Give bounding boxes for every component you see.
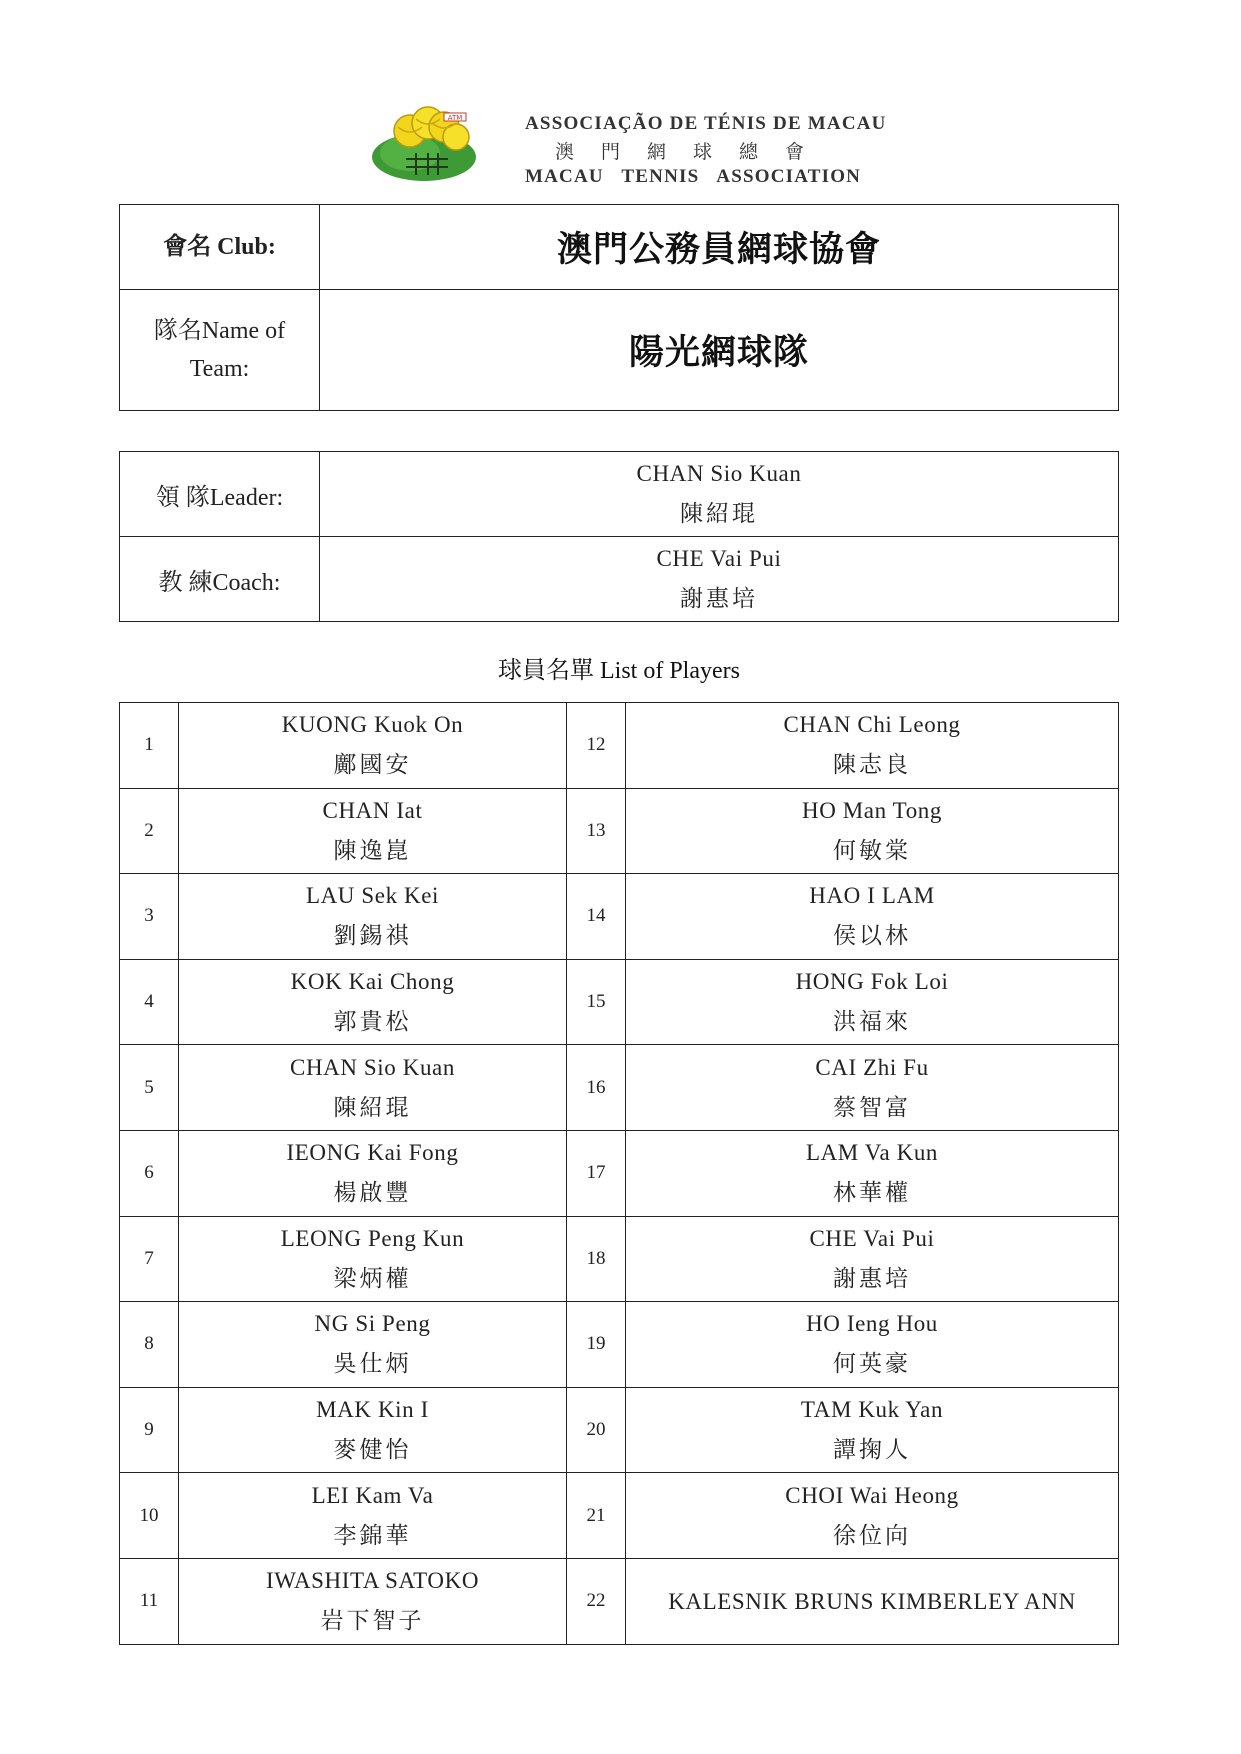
player-name-cell bbox=[179, 874, 567, 960]
player-name-english: TAM Kuk Yan bbox=[800, 1397, 944, 1423]
player-number: 13 bbox=[567, 788, 626, 874]
player-name-cell bbox=[179, 1130, 567, 1216]
player-name-cell bbox=[179, 1558, 567, 1644]
org-name-portuguese: ASSOCIAÇÃO DE TÉNIS DE MACAU bbox=[525, 113, 887, 134]
player-number: 16 bbox=[567, 1045, 626, 1131]
player-name-chinese: 林華權 bbox=[833, 1180, 911, 1207]
logo-abbreviation: ATM bbox=[447, 114, 463, 122]
org-name-chinese: 澳門網球總會 bbox=[555, 141, 832, 163]
player-name-chinese: 侯以林 bbox=[833, 923, 911, 950]
players-list-title: 球員名單 List of Players bbox=[498, 658, 740, 684]
player-name-chinese: 蔡智富 bbox=[833, 1094, 911, 1121]
player-name-english: KUONG Kuok On bbox=[281, 712, 464, 738]
player-name-english: IWASHITA SATOKO bbox=[265, 1568, 480, 1594]
staff-table bbox=[119, 451, 1119, 622]
player-number: 15 bbox=[567, 959, 626, 1045]
player-name-english: CHE Vai Pui bbox=[809, 1225, 935, 1251]
player-name-chinese: 謝惠培 bbox=[833, 1265, 911, 1292]
player-name-chinese: 陳紹琨 bbox=[333, 1094, 412, 1121]
player-number: 1 bbox=[120, 703, 179, 789]
player-number: 4 bbox=[120, 959, 179, 1045]
organization-name bbox=[525, 113, 910, 188]
coach-label: 教 練Coach: bbox=[120, 537, 320, 622]
player-number: 2 bbox=[120, 788, 179, 874]
player-name-english: CHAN Iat bbox=[322, 797, 423, 823]
player-number: 17 bbox=[567, 1130, 626, 1216]
player-name-cell bbox=[179, 1216, 567, 1302]
table-row bbox=[120, 959, 1119, 1045]
player-name-cell bbox=[626, 703, 1119, 789]
player-number: 21 bbox=[567, 1473, 626, 1559]
club-row bbox=[120, 205, 1119, 290]
player-name-chinese: 麥健怡 bbox=[333, 1437, 412, 1464]
player-name-english: CHAN Chi Leong bbox=[783, 712, 961, 738]
document-header bbox=[370, 105, 910, 185]
leader-row bbox=[120, 452, 1119, 537]
coach-name: CHE Vai Pui 謝惠培 bbox=[320, 537, 1119, 622]
player-name-english: LEONG Peng Kun bbox=[280, 1225, 465, 1251]
player-number: 20 bbox=[567, 1387, 626, 1473]
player-name-chinese: 何英豪 bbox=[833, 1351, 911, 1378]
player-name-english: NG Si Peng bbox=[314, 1311, 431, 1337]
player-name-cell bbox=[626, 1216, 1119, 1302]
team-row bbox=[120, 290, 1119, 411]
player-name-cell bbox=[179, 1473, 567, 1559]
table-row bbox=[120, 874, 1119, 960]
player-name-english: CHOI Wai Heong bbox=[785, 1482, 959, 1508]
player-name-chinese: 梁炳權 bbox=[333, 1265, 412, 1292]
player-number: 7 bbox=[120, 1216, 179, 1302]
player-name-english: HAO I LAM bbox=[809, 883, 935, 909]
org-name-english: MACAU TENNIS ASSOCIATION bbox=[525, 166, 862, 187]
player-number: 10 bbox=[120, 1473, 179, 1559]
player-name-chinese: 徐位向 bbox=[833, 1522, 911, 1549]
player-name-cell bbox=[179, 1045, 567, 1131]
table-row bbox=[120, 1473, 1119, 1559]
player-name-cell bbox=[179, 788, 567, 874]
club-info-table bbox=[119, 204, 1119, 411]
player-name-chinese: 吳仕炳 bbox=[333, 1351, 412, 1378]
player-name-cell bbox=[626, 1473, 1119, 1559]
player-name-chinese: 洪福來 bbox=[833, 1009, 911, 1036]
player-number: 3 bbox=[120, 874, 179, 960]
tennis-ball-logo-icon bbox=[370, 105, 488, 185]
player-name-chinese: 譚掬人 bbox=[833, 1437, 911, 1464]
player-name-english: LAU Sek Kei bbox=[305, 883, 440, 909]
player-name-chinese: 陳志良 bbox=[833, 752, 911, 779]
player-name-cell bbox=[626, 1302, 1119, 1388]
player-name-chinese: 岩下智子 bbox=[320, 1608, 425, 1635]
player-name-english: IEONG Kai Fong bbox=[286, 1140, 459, 1166]
player-name-chinese: 何敏棠 bbox=[833, 837, 911, 864]
player-name-cell bbox=[179, 1302, 567, 1388]
player-name-cell bbox=[626, 1387, 1119, 1473]
table-row bbox=[120, 1302, 1119, 1388]
player-number: 9 bbox=[120, 1387, 179, 1473]
leader-label: 領 隊Leader: bbox=[120, 452, 320, 537]
player-name-cell bbox=[626, 959, 1119, 1045]
player-name-cell bbox=[626, 874, 1119, 960]
player-name-cell bbox=[179, 1387, 567, 1473]
player-number: 11 bbox=[120, 1558, 179, 1644]
club-label: 會名 Club: bbox=[120, 205, 320, 290]
player-number: 5 bbox=[120, 1045, 179, 1131]
team-label: 隊名Name of Team: bbox=[120, 290, 320, 411]
player-number: 6 bbox=[120, 1130, 179, 1216]
leader-name: CHAN Sio Kuan 陳紹琨 bbox=[320, 452, 1119, 537]
player-name-cell bbox=[179, 703, 567, 789]
club-name: 澳門公務員網球協會 bbox=[320, 205, 1119, 290]
player-name-english: KALESNIK BRUNS KIMBERLEY ANN bbox=[668, 1588, 1076, 1614]
player-name-chinese: 楊啟豐 bbox=[333, 1180, 412, 1207]
player-name-english: LEI Kam Va bbox=[311, 1482, 434, 1508]
player-name-cell bbox=[626, 788, 1119, 874]
table-row bbox=[120, 1130, 1119, 1216]
player-number: 19 bbox=[567, 1302, 626, 1388]
player-number: 12 bbox=[567, 703, 626, 789]
player-name-english: KOK Kai Chong bbox=[290, 969, 455, 995]
player-name-english: HO Ieng Hou bbox=[806, 1311, 938, 1337]
player-number: 18 bbox=[567, 1216, 626, 1302]
player-number: 8 bbox=[120, 1302, 179, 1388]
table-row bbox=[120, 1558, 1119, 1644]
table-row bbox=[120, 1045, 1119, 1131]
player-name-cell bbox=[179, 959, 567, 1045]
coach-row bbox=[120, 537, 1119, 622]
player-name-cell bbox=[626, 1558, 1119, 1644]
player-name-english: HO Man Tong bbox=[801, 797, 942, 823]
player-number: 14 bbox=[567, 874, 626, 960]
table-row bbox=[120, 788, 1119, 874]
player-name-english: MAK Kin I bbox=[316, 1397, 429, 1423]
player-name-cell bbox=[626, 1045, 1119, 1131]
players-table bbox=[119, 702, 1119, 1645]
team-name: 陽光網球隊 bbox=[320, 290, 1119, 411]
player-name-cell bbox=[626, 1130, 1119, 1216]
table-row bbox=[120, 1216, 1119, 1302]
player-name-english: CAI Zhi Fu bbox=[815, 1054, 929, 1080]
player-name-chinese: 李錦華 bbox=[333, 1522, 412, 1549]
player-name-chinese: 郭貴松 bbox=[333, 1009, 412, 1036]
player-name-english: CHAN Sio Kuan bbox=[290, 1054, 455, 1080]
player-name-english: LAM Va Kun bbox=[805, 1140, 939, 1166]
table-row bbox=[120, 1387, 1119, 1473]
player-number: 22 bbox=[567, 1558, 626, 1644]
player-name-chinese: 劉錫祺 bbox=[333, 923, 412, 950]
player-name-chinese: 陳逸崑 bbox=[333, 837, 412, 864]
player-name-english: HONG Fok Loi bbox=[795, 969, 949, 995]
player-name-chinese: 鄺國安 bbox=[333, 752, 412, 779]
table-row bbox=[120, 703, 1119, 789]
